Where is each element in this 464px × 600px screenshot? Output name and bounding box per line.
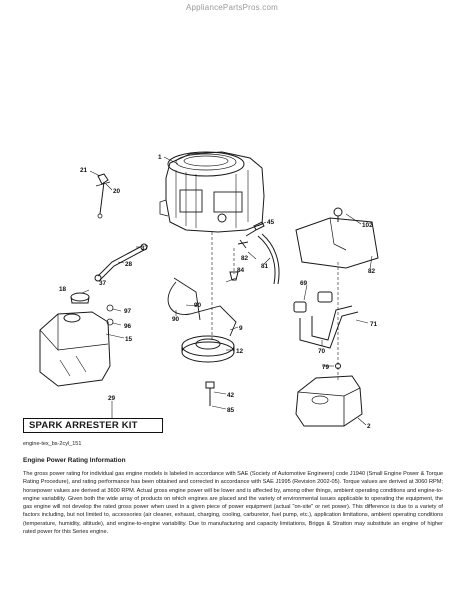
callout-1: 1 <box>158 154 162 161</box>
exhaust-pipe <box>300 306 358 348</box>
callout-45: 45 <box>267 219 275 226</box>
callout-42: 42 <box>227 392 235 399</box>
callout-37-lower: 37 <box>99 280 107 287</box>
callout-69: 69 <box>300 280 308 287</box>
callout-28: 28 <box>125 261 133 268</box>
callout-82-upper: 82 <box>241 255 249 262</box>
heat-shield <box>296 208 378 268</box>
pulley <box>182 336 234 362</box>
callout-96: 96 <box>124 323 132 330</box>
callout-2: 2 <box>367 423 371 430</box>
callout-37-upper: 37 <box>141 245 149 252</box>
dipstick <box>96 174 110 218</box>
callout-97: 97 <box>124 308 132 315</box>
throttle-cable <box>168 278 236 336</box>
fuel-cap <box>71 293 89 303</box>
callout-81: 81 <box>261 263 269 270</box>
callout-90-upper: 90 <box>194 302 202 309</box>
callout-70: 70 <box>318 348 326 355</box>
info-body: The gross power rating for individual gas engine models is labeled in accordance with SAE (Society of Automotive Engineers) code J1940 (Small Engine Power & Torque Rating Procedure), and rating performance has been obtained and corrected in accordance with SAE J1995 (Revision 2002-05). Torque values are derived at 3060 RPM; horsepower values are derived at 3600 RPM. Actual gross engine power will be lower and is affected by, among other things, ambient operating conditions and engine-to-engine variability. Given both the wide array of products on which engines are placed and the variety of environmental issues applicable to operating the equipment, the gas engine will not develop the rated gross power when used in a given piece of power equipment (actual "on-site" or net power). This difference is due to a variety of factors including, but not limited to, accessories (air cleaner, exhaust, charging, cooling, carburetor, fuel pump, etc.), application limitations, ambient operating conditions (temperature, humidity, altitude), and engine-to-engine variability. Due to manufacturing and capacity limitations, Briggs & Stratton may substitute an engine of higher rated power for this Series engine. <box>23 471 443 536</box>
spark-arrester-kit-label: SPARK ARRESTER KIT <box>23 418 163 433</box>
callout-20: 20 <box>113 188 121 195</box>
callout-9: 9 <box>239 325 243 332</box>
fuel-tank <box>40 312 110 386</box>
callout-84: 84 <box>237 267 245 274</box>
watermark: AppliancePartsPros.com <box>186 3 278 12</box>
callout-18: 18 <box>59 286 67 293</box>
callout-21: 21 <box>80 167 88 174</box>
callout-102: 102 <box>362 222 373 229</box>
muffler <box>296 376 362 426</box>
drawing-code: engine-tex_bs-2cyl_151 <box>23 441 82 447</box>
oil-drain-tube <box>258 234 279 284</box>
breather-tube <box>98 246 144 280</box>
info-title: Engine Power Rating Information <box>23 457 126 464</box>
bolt <box>206 382 214 406</box>
callout-29: 29 <box>108 395 116 402</box>
gaskets <box>294 292 332 312</box>
callout-12: 12 <box>236 348 244 355</box>
callout-79: 79 <box>322 364 330 371</box>
callout-82-right: 82 <box>368 268 376 275</box>
callout-71: 71 <box>370 321 378 328</box>
callout-85: 85 <box>227 407 235 414</box>
callout-90-lower: 90 <box>172 316 180 323</box>
callout-15: 15 <box>125 336 133 343</box>
engine-block <box>160 152 264 232</box>
